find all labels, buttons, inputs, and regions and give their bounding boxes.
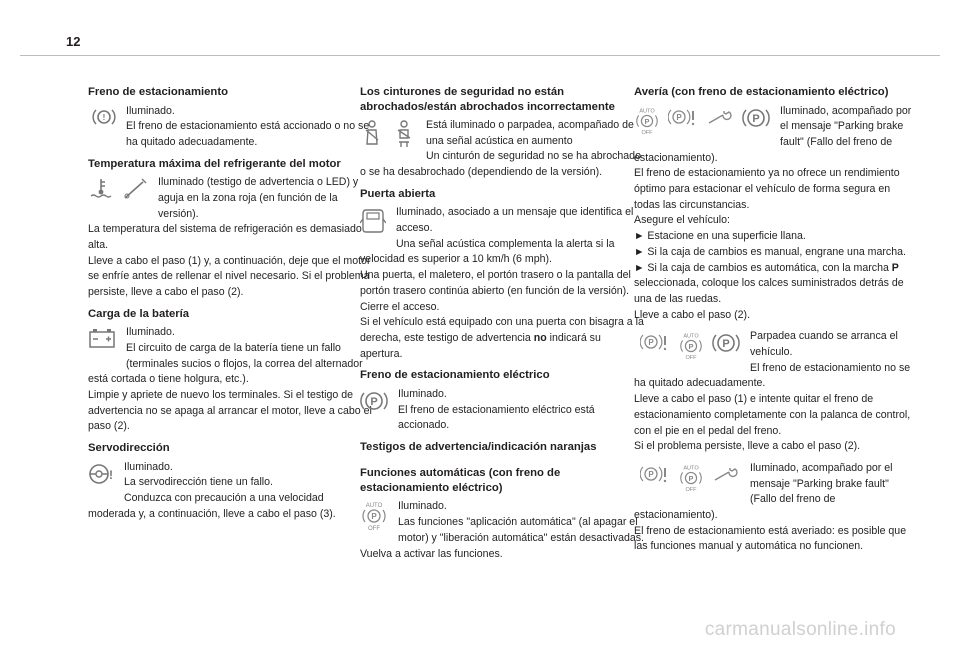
section-electric-parking-brake (360, 368, 644, 434)
belts-p2: Un cinturón de seguridad no se ha abrochado o se ha desabrochado (dependiendo de la versión). (360, 150, 641, 179)
steering-p2: Conduzca con precaución a una velocidad moderada y, a continuación, lleve a cabo el paso (3). (88, 492, 336, 520)
seat-belt-rear-icon (392, 120, 416, 148)
battery-icon (88, 327, 116, 357)
blink-p3: Lleve a cabo el paso (1) e intente quitar el freno de estacionamiento completamente con la palanca de control, con el pie en el pedal del freno. (634, 393, 911, 437)
svg-text:!: ! (102, 112, 106, 122)
steering-l1: Iluminado. (124, 460, 173, 473)
svg-text:P: P (688, 342, 694, 352)
auto-off-icon (634, 106, 660, 136)
coolant-temperature-icon (88, 177, 114, 201)
section-coolant (88, 157, 372, 301)
svg-text:!: ! (109, 467, 113, 482)
svg-text:OFF: OFF (685, 486, 697, 493)
section-title: Freno de estacionamiento eléctrico (360, 369, 550, 382)
header-divider (20, 55, 940, 56)
fault-p2: El freno de estacionamiento ya no ofrece un rendimiento óptimo para estacionar el vehículo de forma segura en todas las circunstancias. (634, 167, 900, 211)
svg-text:P: P (371, 512, 377, 522)
section-title: Freno de estacionamiento (88, 86, 228, 98)
parking-brake-fault-icon (640, 331, 670, 353)
epb-fault-icons-2 (640, 463, 740, 493)
svg-text:P: P (644, 116, 650, 126)
parking-brake-fault-icon (668, 106, 698, 128)
column-1 (88, 85, 372, 528)
fault-p4: Lleve a cabo el paso (2). (634, 308, 751, 321)
blink-text: Parpadea cuando se arranca el vehículo. (750, 330, 898, 359)
auto-l1: Iluminado. (398, 500, 447, 513)
door-p2: Una señal acústica complementa la alerta si la velocidad es superior a 10 km/h (6 mph). (360, 237, 615, 266)
auto-off-icon (678, 331, 704, 361)
section-seat-belts (360, 85, 644, 181)
door-p5: Si el vehículo está equipado con una puerta con bisagra a la derecha, este testigo de advertencia no indicará su apertura. (360, 316, 644, 360)
door-open-icon (360, 207, 386, 237)
svg-text:AUTO: AUTO (683, 333, 699, 340)
electric-parking-brake-icon (742, 106, 770, 130)
epb-l2: El freno de estacionamiento eléctrico está accionado. (398, 403, 595, 432)
parking-brake-fault-icon (640, 463, 670, 485)
svg-text:OFF: OFF (641, 129, 653, 136)
auto-off-icon (678, 463, 704, 493)
svg-text:P: P (722, 338, 730, 351)
belts-text: Está iluminado o parpadea, acompañado de una señal acústica en aumento (426, 119, 634, 147)
watermark: carmanualsonline.info (704, 619, 896, 640)
coolant-temperature-icons (88, 177, 148, 207)
battery-p2: Limpie y apriete de nuevo los terminales. Si el testigo de advertencia no se apaga al arrancar el motor, lleve a cabo el paso (2). (88, 389, 372, 433)
fault-text: Iluminado, acompañado por el mensaje "Parking brake fault" (Fallo del freno de estacionamiento). (634, 104, 912, 164)
fault2-p2: El freno de estacionamiento está averiado: es posible que las funciones manual y automática no funcionen. (634, 524, 907, 553)
svg-text:AUTO: AUTO (683, 465, 699, 472)
section-title: Puerta abierta (360, 187, 436, 200)
column-2 (360, 85, 644, 568)
section-battery (88, 307, 372, 435)
steering-l2: La servodirección tiene un fallo. (124, 476, 273, 489)
battery-l2: El circuito de carga de la batería tiene un fallo (terminales sucios o flojos, la correa del alternador está cortada o tiene holgura, etc.). (88, 341, 363, 386)
wrench-icon (706, 106, 734, 128)
section-title: Los cinturones de seguridad no están abrochados/están abrochados incorrectamente (360, 86, 615, 113)
svg-text:P: P (370, 395, 378, 408)
auto-off-icon (360, 501, 388, 531)
parking-brake-warning-icon (92, 106, 116, 136)
section-title: Servodirección (88, 442, 170, 455)
door-p4: Cierre el acceso. (360, 300, 440, 313)
section-title: Temperatura máxima del refrigerante del motor (88, 157, 341, 170)
svg-text:AUTO: AUTO (365, 503, 383, 510)
section-steering (88, 441, 372, 522)
page-number: 12 (66, 34, 81, 49)
column-3 (634, 85, 918, 561)
coolant-p2: La temperatura del sistema de refrigeración es demasiado alta. (88, 223, 362, 251)
svg-text:OFF: OFF (685, 355, 697, 362)
section-blink (634, 329, 918, 455)
section-parking-brake (88, 85, 372, 151)
section-door-open (360, 187, 644, 363)
svg-text:P: P (676, 112, 682, 122)
blink-p4: Si el problema persiste, lleve a cabo el paso (2). (634, 440, 861, 453)
fault-b1: ► Estacione en una superficie llana. (634, 230, 806, 243)
power-steering-icon (88, 462, 114, 492)
parking-l2: El freno de estacionamiento está accionado o no se ha quitado adecuadamente. (126, 120, 370, 148)
svg-text:P: P (688, 473, 694, 483)
auto-l2: Las funciones "aplicación automática" (al apagar el motor) y "liberación automática" están desactivadas. (398, 516, 644, 544)
section-title: Avería (con freno de estacionamiento eléctrico) (634, 86, 889, 98)
seat-belt-icons (360, 120, 416, 150)
epb-l1: Iluminado. (398, 387, 447, 400)
wrench-icon (712, 463, 740, 485)
electric-parking-brake-icon (712, 331, 740, 355)
section-auto-functions (360, 466, 644, 562)
svg-text:P: P (752, 112, 760, 125)
svg-text:P: P (648, 469, 654, 479)
orange-warnings-heading: Testigos de advertencia/indicación naranjas (360, 440, 597, 453)
section-epb-fault-2 (634, 461, 918, 555)
svg-text:OFF: OFF (368, 526, 380, 532)
section-epb-fault (634, 85, 918, 323)
temperature-gauge-icon (122, 177, 148, 201)
fault-b3: ► Si la caja de cambios es automática, con la marcha P seleccionada, coloque los calces suministrados detrás de una de las ruedas. (634, 261, 904, 305)
section-title: Funciones automáticas (con freno de estacionamiento eléctrico) (360, 467, 561, 494)
section-title: Carga de la batería (88, 307, 190, 320)
auto-p2: Vuelva a activar las funciones. (360, 547, 503, 560)
battery-l1: Iluminado. (126, 326, 175, 339)
fault-p3: Asegure el vehículo: (634, 214, 730, 227)
blink-p2: El freno de estacionamiento no se ha quitado adecuadamente. (634, 361, 911, 390)
fault-b2: ► Si la caja de cambios es manual, engrane una marcha. (634, 245, 906, 258)
seat-belt-icon (360, 120, 384, 148)
fault2-text: Iluminado, acompañado por el mensaje "Parking brake fault" (Fallo del freno de estacionamiento). (634, 461, 893, 522)
blink-icons (640, 331, 740, 361)
door-p3: Una puerta, el maletero, el portón trasero o la pantalla del portón trasero continúa abierto (en función de la versión). (360, 269, 631, 297)
parking-l1: Iluminado. (126, 104, 175, 117)
door-text: Iluminado, asociado a un mensaje que identifica el acceso. (396, 206, 634, 235)
coolant-text: Iluminado (testigo de advertencia o LED) y aguja en la zona roja (en función de la versión). (158, 176, 359, 220)
epb-fault-icons (634, 106, 770, 136)
coolant-p3: Lleve a cabo el paso (1) y, a continuación, deje que el motor se enfríe antes de rellenar el nivel necesario. Si el problema persiste, lleve a cabo el paso (2). (88, 254, 371, 299)
svg-text:P: P (648, 338, 654, 348)
svg-text:AUTO: AUTO (639, 108, 655, 115)
electric-parking-brake-icon (360, 389, 388, 419)
